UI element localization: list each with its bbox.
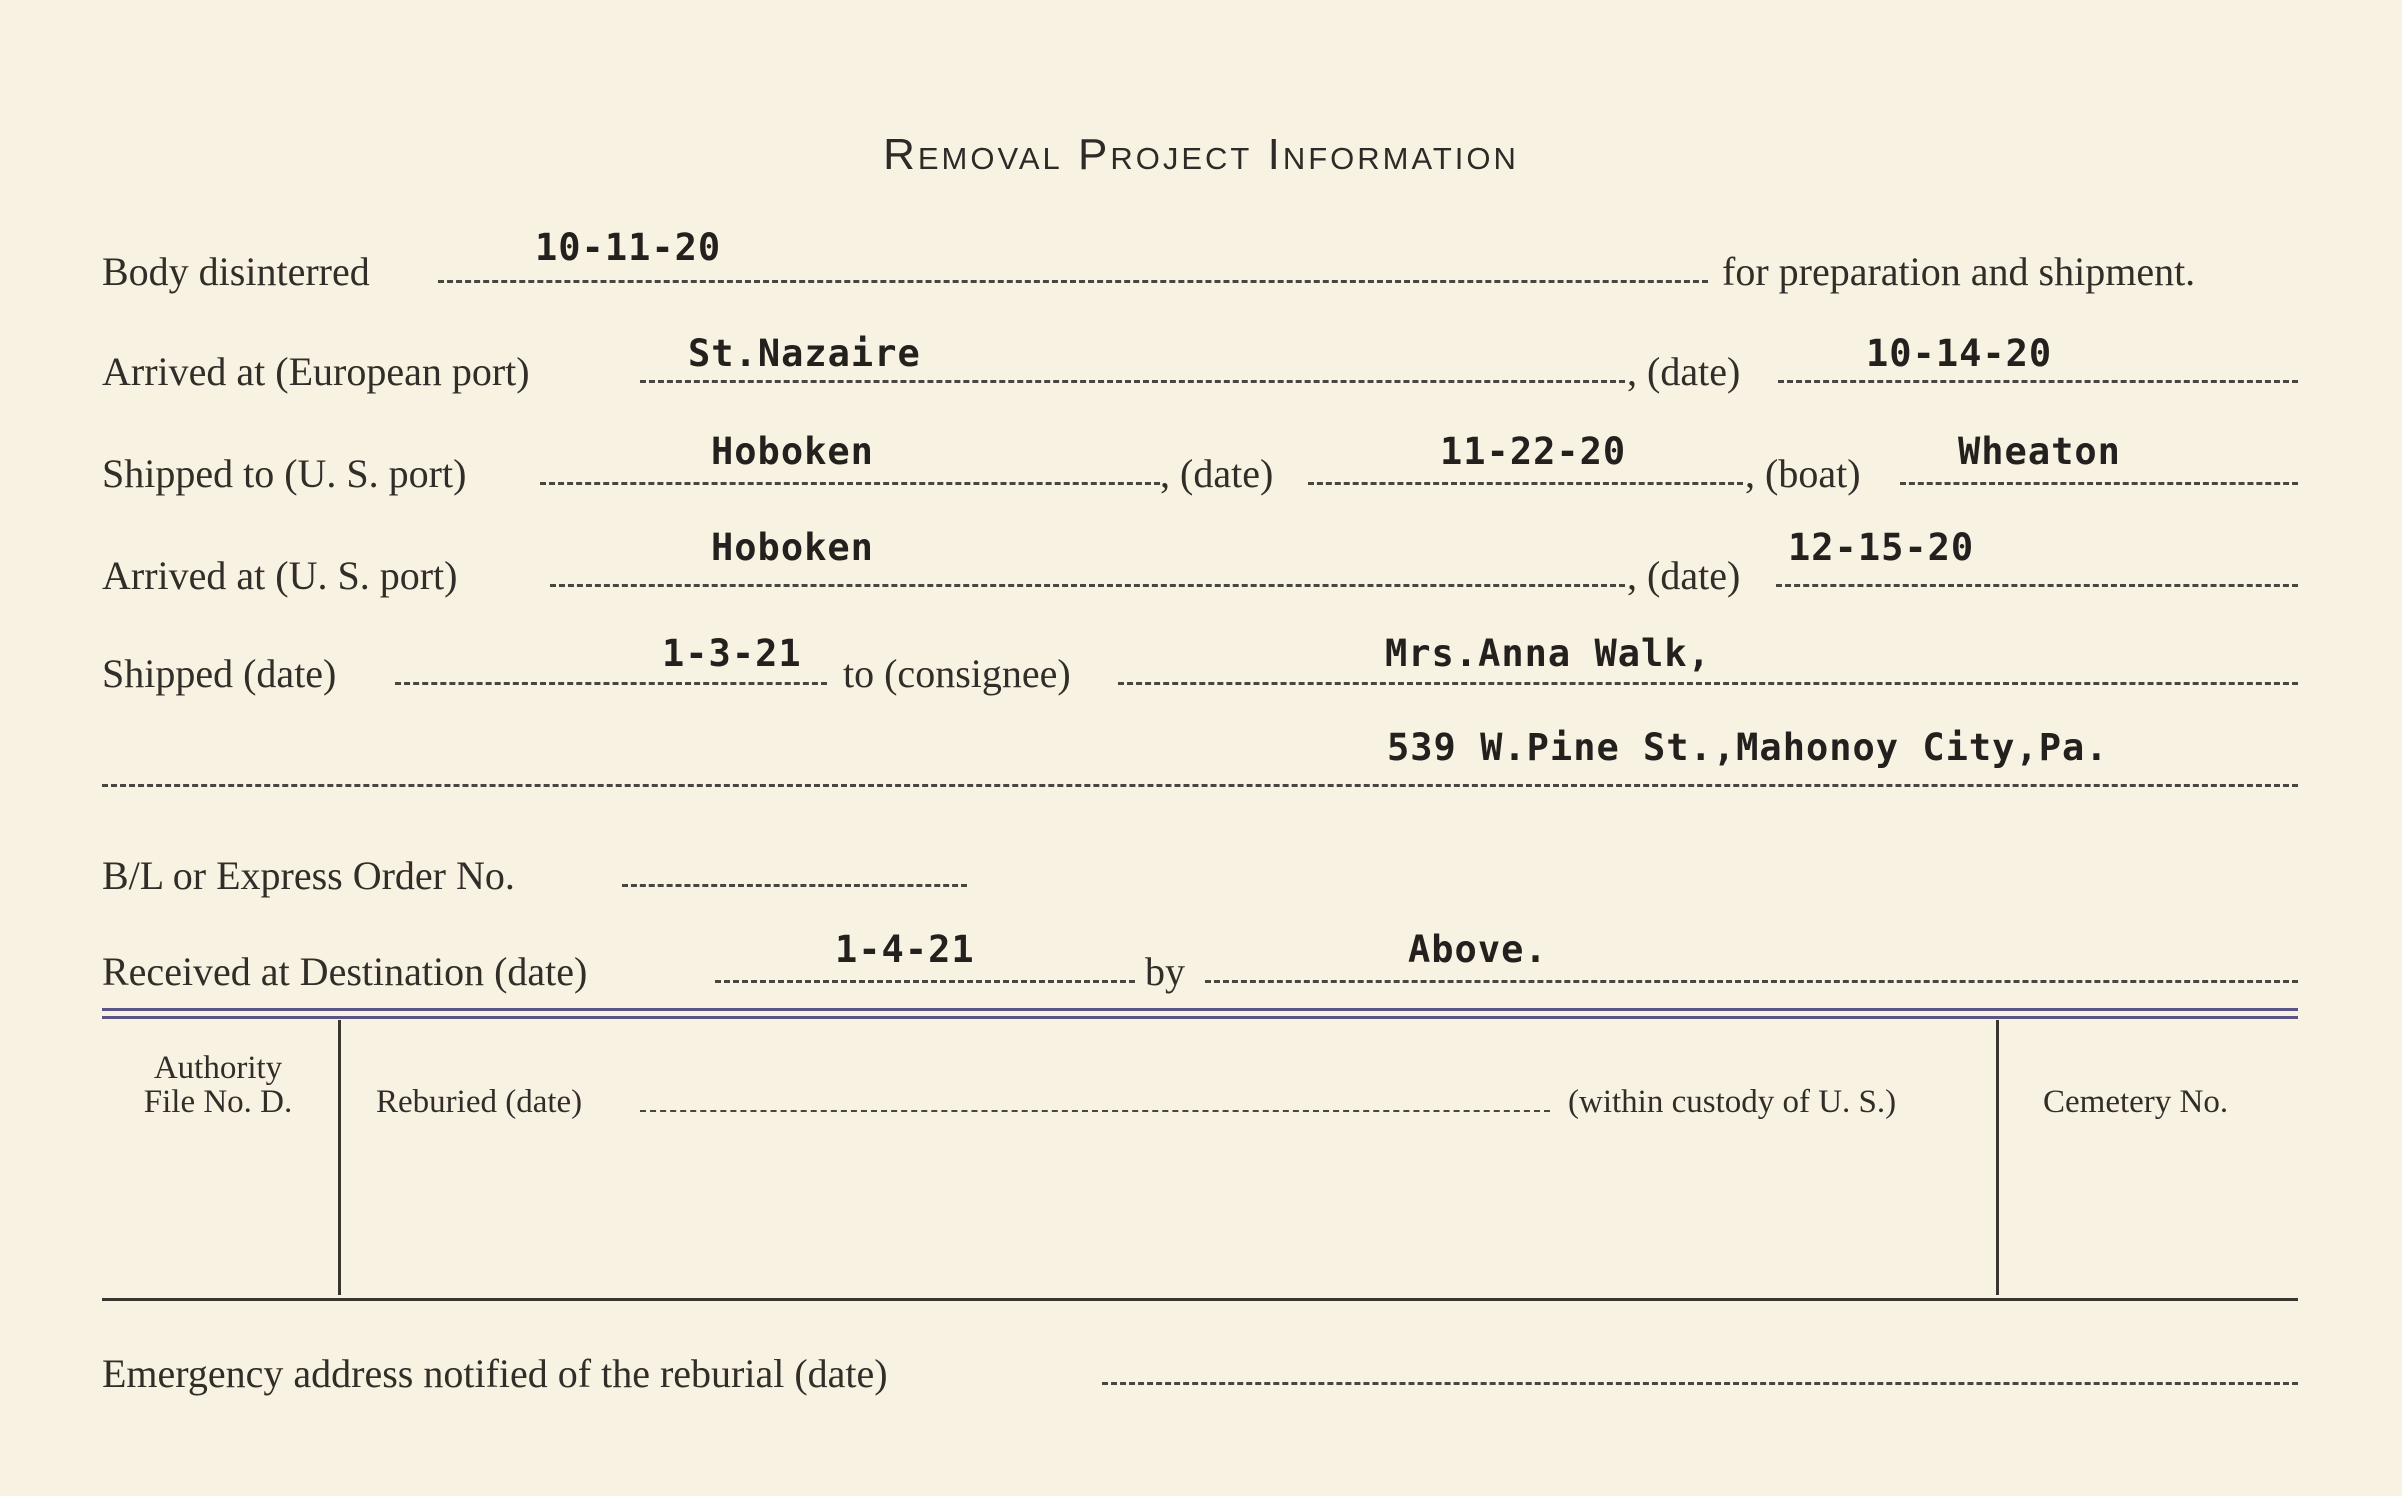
- us-port-shipped-date-value: 11-22-20: [1440, 430, 1627, 473]
- custody-label: (within custody of U. S.): [1568, 1084, 1897, 1120]
- cemetery-label: Cemetery No.: [2043, 1084, 2229, 1120]
- box-divider-left: [338, 1020, 341, 1295]
- emergency-label: Emergency address notified of the reburial (date): [102, 1351, 888, 1396]
- us-port-arrived-date-value: 12-15-20: [1788, 526, 1975, 569]
- card-title: Removal Project Information: [883, 130, 1519, 179]
- received-by-label: by: [1145, 949, 1185, 994]
- received-date-label: Received at Destination (date): [102, 949, 588, 994]
- us-port-arrived-label: Arrived at (U. S. port): [102, 553, 458, 598]
- box-bottom-rule: [102, 1298, 2298, 1301]
- body-disinterred-value: 10-11-20: [535, 226, 722, 269]
- received-by-line: [1205, 980, 2298, 983]
- european-port-value: St.Nazaire: [688, 332, 921, 375]
- us-port-arrived-line: [550, 584, 1625, 587]
- us-port-shipped-label: Shipped to (U. S. port): [102, 451, 467, 496]
- consignee-label: to (consignee): [843, 651, 1071, 696]
- consignee-address: 539 W.Pine St.,Mahonoy City,Pa.: [1387, 726, 2109, 769]
- us-port-arrived-date-label: , (date): [1627, 553, 1741, 598]
- body-disinterred-suffix: for preparation and shipment.: [1722, 249, 2196, 294]
- shipped-date-label: Shipped (date): [102, 651, 337, 696]
- divider-rule-top: [102, 1008, 2298, 1011]
- authority-file-label: File No. D.: [143, 1084, 293, 1120]
- bl-order-label: B/L or Express Order No.: [102, 853, 515, 898]
- received-by-value: Above.: [1408, 928, 1548, 971]
- us-port-shipped-line: [540, 482, 1160, 485]
- emergency-line: [1102, 1382, 2298, 1385]
- us-port-shipped-value: Hoboken: [711, 430, 874, 473]
- divider-rule-bottom: [102, 1016, 2298, 1019]
- european-port-date-label: , (date): [1627, 349, 1741, 394]
- reburied-label: Reburied (date): [376, 1084, 583, 1120]
- received-date-value: 1-4-21: [835, 928, 975, 971]
- us-port-arrived-value: Hoboken: [711, 526, 874, 569]
- european-port-date-value: 10-14-20: [1866, 332, 2053, 375]
- european-port-line: [640, 380, 1625, 383]
- reburied-line: [640, 1110, 1550, 1112]
- consignee-line: [1118, 682, 2298, 685]
- boat-label: , (boat): [1745, 451, 1861, 496]
- consignee-name: Mrs.Anna Walk,: [1385, 632, 1711, 675]
- european-port-date-line: [1778, 380, 2298, 383]
- authority-label: Authority: [153, 1050, 283, 1086]
- body-disinterred-line: [438, 280, 1708, 283]
- box-divider-right: [1996, 1020, 1999, 1295]
- received-date-line: [715, 980, 1135, 983]
- address-line: [102, 784, 2298, 787]
- boat-line: [1900, 482, 2298, 485]
- european-port-label: Arrived at (European port): [102, 349, 530, 394]
- bl-order-line: [622, 884, 967, 887]
- boat-value: Wheaton: [1958, 430, 2121, 473]
- us-port-shipped-date-line: [1308, 482, 1743, 485]
- us-port-arrived-date-line: [1776, 584, 2298, 587]
- shipped-date-value: 1-3-21: [662, 632, 802, 675]
- us-port-shipped-date-label: , (date): [1160, 451, 1274, 496]
- body-disinterred-label: Body disinterred: [102, 249, 370, 294]
- shipped-date-line: [395, 682, 827, 685]
